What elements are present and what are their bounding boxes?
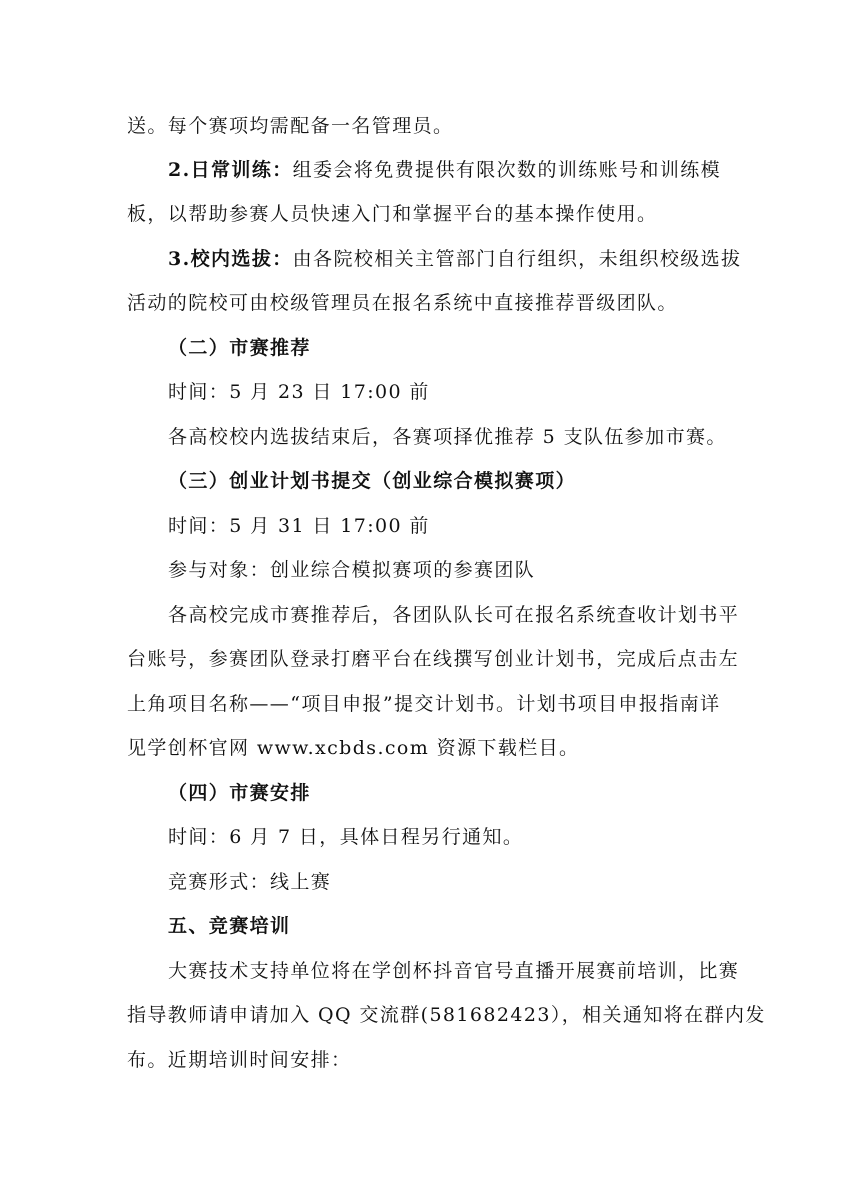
section-heading: （四）市赛安排 (168, 782, 311, 804)
paragraph-line: 时间：5 月 31 日 17:00 前 (168, 515, 430, 537)
paragraph-line: 送。每个赛项均需配备一名管理员。 (127, 115, 454, 137)
section-heading: 五、竞赛培训 (168, 915, 291, 937)
item-label: 3.校内选拔： (168, 248, 293, 270)
section-heading: （三）创业计划书提交（创业综合模拟赛项） (168, 470, 577, 492)
paragraph-line: 参与对象：创业综合模拟赛项的参赛团队 (168, 559, 536, 581)
paragraph-line: 2.日常训练：组委会将免费提供有限次数的训练账号和训练模 (168, 159, 722, 181)
paragraph-line: 见学创杯官网 www.xcbds.com 资源下载栏目。 (127, 737, 580, 759)
paragraph-line: 板，以帮助参赛人员快速入门和掌握平台的基本操作使用。 (127, 203, 658, 225)
paragraph-line: 3.校内选拔：由各院校相关主管部门自行组织，未组织校级选拔 (168, 248, 742, 270)
paragraph-line: 布。近期培训时间安排： (127, 1049, 352, 1071)
item-label: 2.日常训练： (168, 159, 293, 181)
paragraph-line: 竞赛形式：线上赛 (168, 871, 332, 893)
paragraph-line: 指导教师请申请加入 QQ 交流群(581682423），相关通知将在群内发 (127, 1004, 766, 1026)
paragraph-line: 各高校校内选拔结束后，各赛项择优推荐 5 支队伍参加市赛。 (168, 426, 727, 448)
paragraph-line: 大赛技术支持单位将在学创杯抖音官号直播开展赛前培训，比赛 (168, 960, 740, 982)
paragraph-line: 时间：5 月 23 日 17:00 前 (168, 381, 430, 403)
section-heading: （二）市赛推荐 (168, 337, 311, 359)
paragraph-line: 各高校完成市赛推荐后，各团队队长可在报名系统查收计划书平 (168, 604, 740, 626)
paragraph-line: 时间：6 月 7 日，具体日程另行通知。 (168, 826, 524, 848)
paragraph-line: 上角项目名称——“项目申报”提交计划书。计划书项目申报指南详 (127, 693, 721, 715)
paragraph-line: 活动的院校可由校级管理员在报名系统中直接推荐晋级团队。 (127, 292, 678, 314)
paragraph-line: 台账号，参赛团队登录打磨平台在线撰写创业计划书，完成后点击左 (127, 648, 740, 670)
